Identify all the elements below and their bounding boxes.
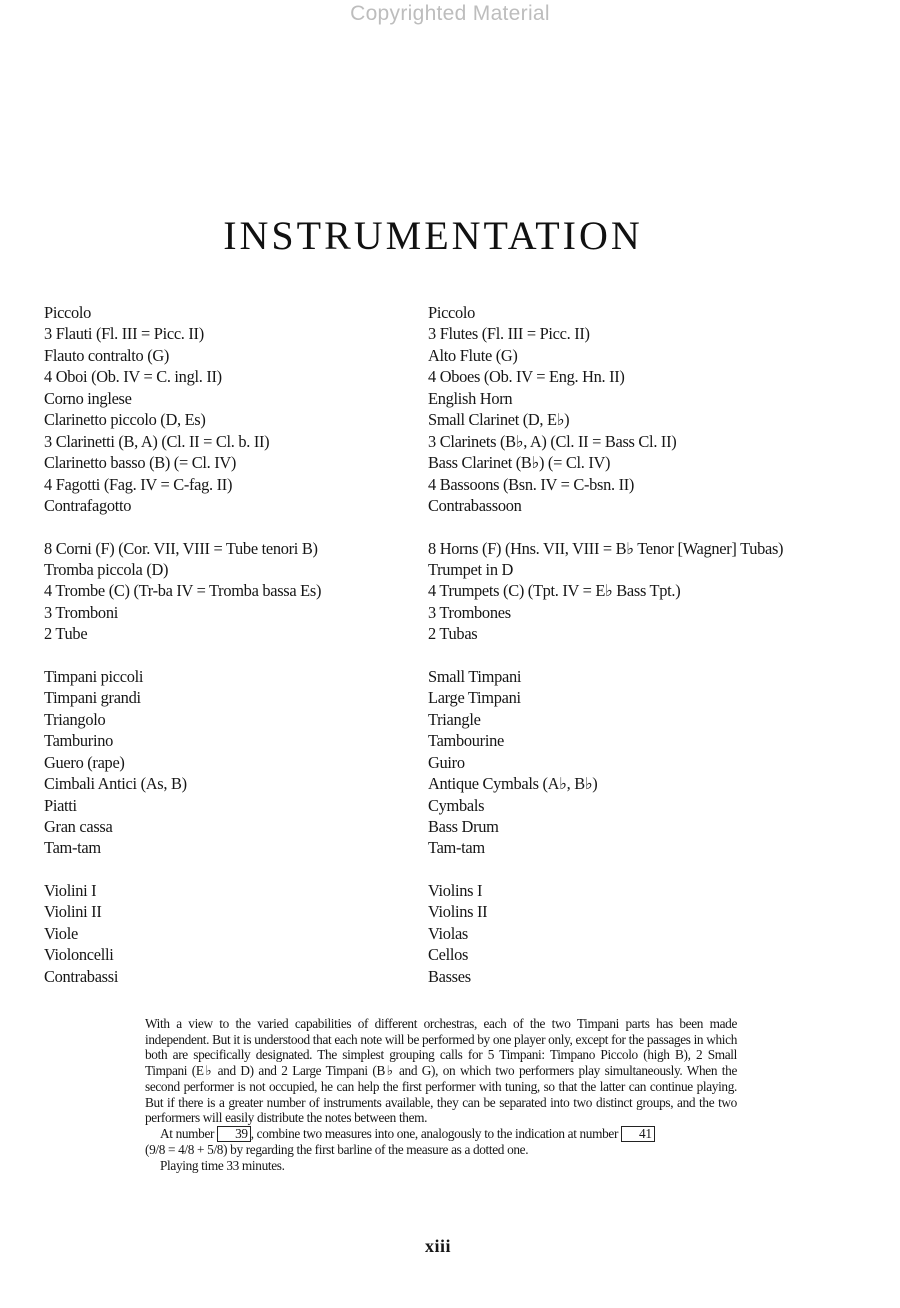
- instrument-entry: 3 Trombones: [428, 602, 511, 622]
- instrument-entry: Piccolo: [44, 303, 92, 322]
- instrument-entry: Timpani grandi: [44, 688, 141, 708]
- instrument-entry: Cimbali Antici (As, B): [44, 774, 187, 794]
- instrument-entry: Guero (rape): [44, 752, 125, 772]
- instrument-entry: 4 Trumpets (C) (Tpt. IV = E♭ Bass Tpt.): [428, 581, 681, 601]
- note-text: At number: [160, 1125, 215, 1141]
- english-instrument-section: [428, 880, 898, 987]
- note-text: , combine two measures into one, analogously to the indication at number: [250, 1125, 619, 1141]
- page-number: xiii: [424, 1236, 451, 1256]
- instrument-entry: English Horn: [428, 388, 513, 408]
- page-title: INSTRUMENTATION: [223, 213, 643, 258]
- instrument-entry: Antique Cymbals (A♭, B♭): [428, 774, 598, 794]
- instrument-entry: Cellos: [428, 945, 469, 965]
- instrument-entry: Violins I: [428, 880, 483, 900]
- instrument-entry: 3 Clarinets (B♭, A) (Cl. II = Bass Cl. II): [428, 431, 677, 451]
- instrument-entry: 2 Tubas: [428, 624, 478, 644]
- instrument-entry: Clarinetto piccolo (D, Es): [44, 410, 206, 430]
- performance-note: [145, 1016, 737, 1173]
- italian-instrument-list: [44, 302, 414, 1008]
- instrument-entry: Bass Drum: [428, 816, 499, 836]
- instrument-entry: 8 Horns (F) (Hns. VII, VIII = B♭ Tenor [Wagner] Tubas): [428, 538, 784, 558]
- instrument-entry: 4 Trombe (C) (Tr-ba IV = Tromba bassa Es): [44, 581, 322, 601]
- instrument-entry: Large Timpani: [428, 688, 521, 708]
- instrument-entry: 4 Bassoons (Bsn. IV = C-bsn. II): [428, 474, 635, 494]
- instrument-entry: Piatti: [44, 795, 77, 815]
- rehearsal-number-box: 41: [621, 1126, 655, 1142]
- instrument-entry: Flauto contralto (G): [44, 345, 170, 365]
- instrument-entry: Clarinetto basso (B) (= Cl. IV): [44, 453, 237, 473]
- instrument-entry: 3 Tromboni: [44, 602, 118, 622]
- instrument-entry: Tam-tam: [44, 838, 101, 858]
- instrument-entry: Violini I: [44, 880, 97, 900]
- note-paragraph-measures: [145, 1126, 737, 1158]
- note-text: (9/8 = 4/8 + 5/8) by regarding the first barline of the measure as a dotted one.: [145, 1141, 529, 1157]
- italian-instrument-section: [44, 880, 414, 987]
- instrument-entry: Alto Flute (G): [428, 345, 518, 365]
- instrument-entry: Small Clarinet (D, E♭): [428, 410, 570, 430]
- instrument-entry: 4 Fagotti (Fag. IV = C-fag. II): [44, 474, 233, 494]
- note-paragraph-playing-time: Playing time 33 minutes.: [160, 1157, 285, 1173]
- note-paragraph-timpani: With a view to the varied capabilities of different orchestras, each of the two Timpani parts has been made independent. But it is understood that each note will be performed by one player only, except for the passages in which both are specifically designated. The simplest grouping calls for 5 Timpani: Timpano Piccolo (high B), 2 Small Timpani (E♭ and D) and 2 Large Timpani (B♭ and G), on which two performers play simultaneously. When the second performer is not occupied, he can help the first performer with tuning, so that the latter can continue playing. But if there is a greater number of instruments available, they can be separated into two distinct groups, and the two performers will easily distribute the notes between them.: [145, 1016, 737, 1126]
- instrument-entry: Triangle: [428, 709, 481, 729]
- instrument-entry: Tamburino: [44, 731, 113, 751]
- instrument-entry: 4 Oboi (Ob. IV = C. ingl. II): [44, 367, 222, 387]
- instrument-entry: Trumpet in D: [428, 559, 514, 579]
- instrument-entry: 2 Tube: [44, 624, 88, 644]
- instrument-entry: Violins II: [428, 902, 488, 922]
- instrument-entry: Violoncelli: [44, 945, 114, 965]
- rehearsal-number-box: 39: [217, 1126, 251, 1142]
- english-instrument-section: [428, 666, 898, 859]
- italian-instrument-section: [44, 538, 414, 645]
- english-instrument-list: [428, 302, 898, 1008]
- instrument-entry: 8 Corni (F) (Cor. VII, VIII = Tube tenori B): [44, 538, 318, 558]
- instrument-entry: Contrabassi: [44, 966, 119, 986]
- instrument-entry: Contrafagotto: [44, 496, 132, 516]
- italian-instrument-section: [44, 302, 414, 517]
- instrument-entry: Viole: [44, 923, 78, 943]
- instrument-entry: Corno inglese: [44, 388, 132, 408]
- instrument-entry: Contrabassoon: [428, 496, 522, 516]
- instrument-entry: Gran cassa: [44, 816, 113, 836]
- english-instrument-section: [428, 538, 898, 645]
- instrument-entry: Piccolo: [428, 303, 476, 322]
- instrument-entry: Tam-tam: [428, 838, 485, 858]
- instrument-entry: Guiro: [428, 752, 465, 772]
- instrument-entry: Small Timpani: [428, 666, 522, 686]
- instrument-entry: Bass Clarinet (B♭) (= Cl. IV): [428, 453, 611, 473]
- instrument-entry: Triangolo: [44, 709, 106, 729]
- instrument-entry: Basses: [428, 966, 471, 986]
- instrument-entry: 4 Oboes (Ob. IV = Eng. Hn. II): [428, 367, 625, 387]
- instrument-entry: 3 Flauti (Fl. III = Picc. II): [44, 324, 204, 344]
- instrument-entry: Cymbals: [428, 795, 485, 815]
- english-instrument-section: [428, 302, 898, 517]
- italian-instrument-section: [44, 666, 414, 859]
- instrument-entry: Tromba piccola (D): [44, 559, 169, 579]
- instrument-entry: Tambourine: [428, 731, 504, 751]
- instrument-entry: Timpani piccoli: [44, 666, 144, 686]
- instrument-entry: Violini II: [44, 902, 102, 922]
- instrument-entry: 3 Flutes (Fl. III = Picc. II): [428, 324, 590, 344]
- instrument-entry: Violas: [428, 923, 469, 943]
- copyright-watermark: Copyrighted Material: [350, 2, 550, 25]
- instrument-entry: 3 Clarinetti (B, A) (Cl. II = Cl. b. II): [44, 431, 270, 451]
